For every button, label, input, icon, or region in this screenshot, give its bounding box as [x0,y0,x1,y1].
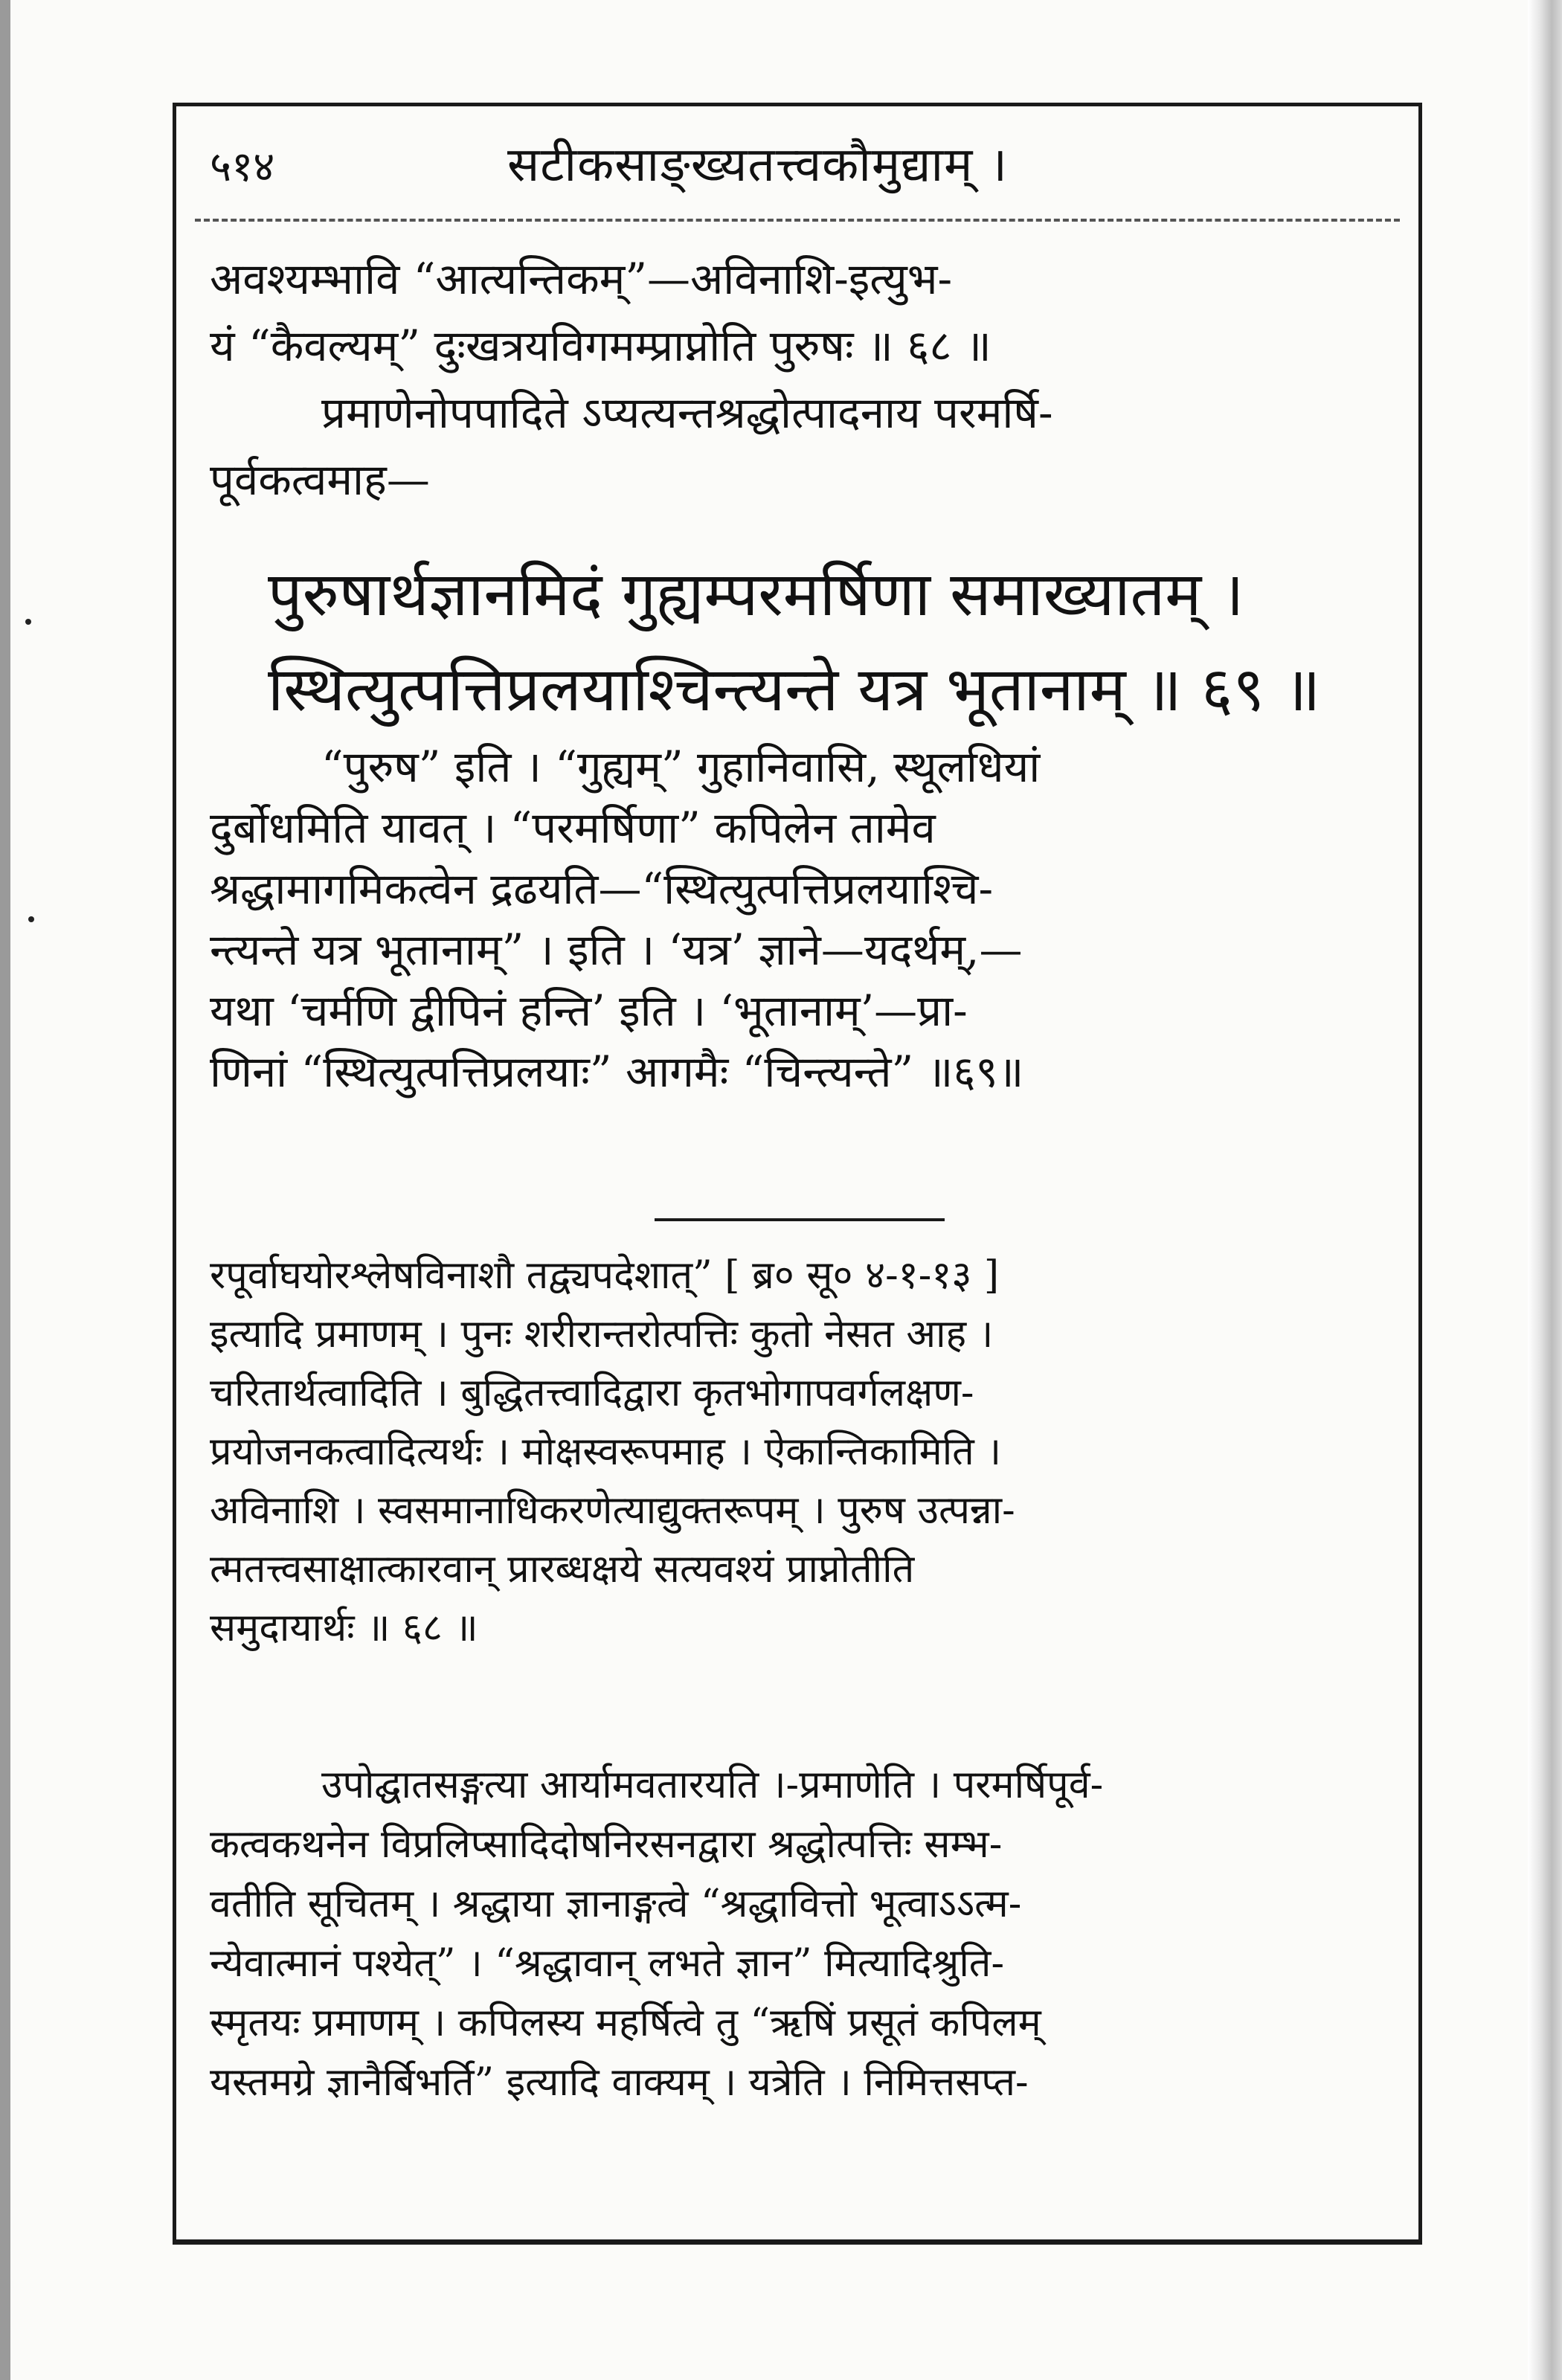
gloss-line: दुर्बोधमिति यावत् । “परमर्षिणा” कपिलेन तामेव [210,803,936,853]
ink-speck [28,916,34,922]
commentary-line: उपोद्घातसङ्गत्या आर्यामवतारयति ।-प्रमाणेति । परमर्षिपूर्व- [321,1763,1104,1807]
intro-line: पूर्वकत्वमाह— [210,454,430,505]
page-number: ५१४ [210,143,275,191]
gloss-line: “पुरुष” इति । “गुह्यम्” गुहानिवासि, स्थूलधियां [321,742,1041,792]
commentary-line: वतीति सूचितम् । श्रद्धाया ज्ञानाङ्गत्वे “श्रद्धावित्तो भूत्वाऽऽत्म- [210,1882,1022,1926]
section-separator-rule [655,1218,945,1221]
verse-line: स्थित्युत्पत्तिप्रलयाश्चिन्त्यन्ते यत्र भूतानाम् ॥ ६९ ॥ [268,654,1321,725]
commentary-line: न्येवात्मानं पश्येत्” । “श्रद्धावान् लभते ज्ञान” मित्यादिश्रुति- [210,1941,1005,1986]
ink-speck [25,619,31,625]
gloss-line: णिनां “स्थित्युत्पत्तिप्रलयाः” आगमैः “चिन्त्यन्ते” ॥६९॥ [210,1046,1024,1097]
header-dashed-rule [195,219,1400,222]
commentary-line: स्मृतयः प्रमाणम् । कपिलस्य महर्षित्वे तु “ऋषिं प्रसूतं कपिलम् [210,2001,1041,2045]
commentary-line: अविनाशि । स्वसमानाधिकरणेत्याद्युक्तरूपम् । पुरुष उत्पन्ना- [210,1488,1015,1533]
running-title: सटीकसाङ्ख्यतत्त्वकौमुद्याम् । [507,138,1008,193]
verse-line: पुरुषार्थज्ञानमिदं गुह्यम्परमर्षिणा समाख्यातम् । [268,559,1244,630]
gloss-line: न्त्यन्ते यत्र भूतानाम्” । इति । ‘यत्र’ ज्ञाने—यदर्थम्,— [210,924,1023,975]
intro-line: अवश्यम्भावि “आत्यन्तिकम्”—अविनाशि-इत्युभ- [210,254,953,304]
page-right-edge [1528,0,1562,2380]
commentary-line: त्मतत्त्वसाक्षात्कारवान् प्रारब्धक्षये सत्यवश्यं प्राप्नोतीति [210,1547,915,1592]
intro-line: यं “कैवल्यम्” दुःखत्रयविगमम्प्राप्नोति पुरुषः ॥ ६८ ॥ [210,321,991,371]
commentary-line: चरितार्थत्वादिति । बुद्धितत्त्वादिद्वारा कृतभोगापवर्गलक्षण- [210,1371,974,1415]
commentary-line: यस्तमग्रे ज्ञानैर्बिभर्ति” इत्यादि वाक्यम् । यत्रेति । निमित्तसप्त- [210,2060,1029,2105]
page-header [195,128,1400,210]
commentary-line: इत्यादि प्रमाणम् । पुनः शरीरान्तरोत्पत्तिः कुतो नेसत आह । [210,1312,994,1357]
commentary-text-2 [210,1755,1392,2112]
commentary-line: कत्वकथनेन विप्रलिप्सादिदोषनिरसनद्वारा श्रद्धोत्पत्तिः सम्भ- [210,1822,1003,1867]
commentary-line: समुदायार्थः ॥ ६८ ॥ [210,1606,478,1650]
intro-text [210,245,1392,513]
verse-karika-69 [245,547,1406,738]
commentary-line: रपूर्वाघयोरश्लेषविनाशौ तद्व्यपदेशात्” [ ब्र० सू० ४-१-१३ ] [210,1253,1000,1298]
gloss-line: श्रद्धामागमिकत्वेन द्रढयति—“स्थित्युत्पत्तिप्रलयाश्चि- [210,863,994,914]
commentary-text [210,1247,1392,1658]
commentary-line: प्रयोजनकत्वादित्यर्थः । मोक्षस्वरूपमाह । ऐकान्तिकामिति । [210,1429,1002,1474]
intro-line: प्रमाणेनोपपादिते ऽप्यत्यन्तश्रद्धोत्पादनाय परमर्षि- [321,387,1053,438]
page-left-edge [0,0,10,2380]
gloss-line: यथा ‘चर्मणि द्वीपिनं हन्ति’ इति । ‘भूतानाम्’—प्रा- [210,985,968,1036]
gloss-text [210,736,1392,1102]
